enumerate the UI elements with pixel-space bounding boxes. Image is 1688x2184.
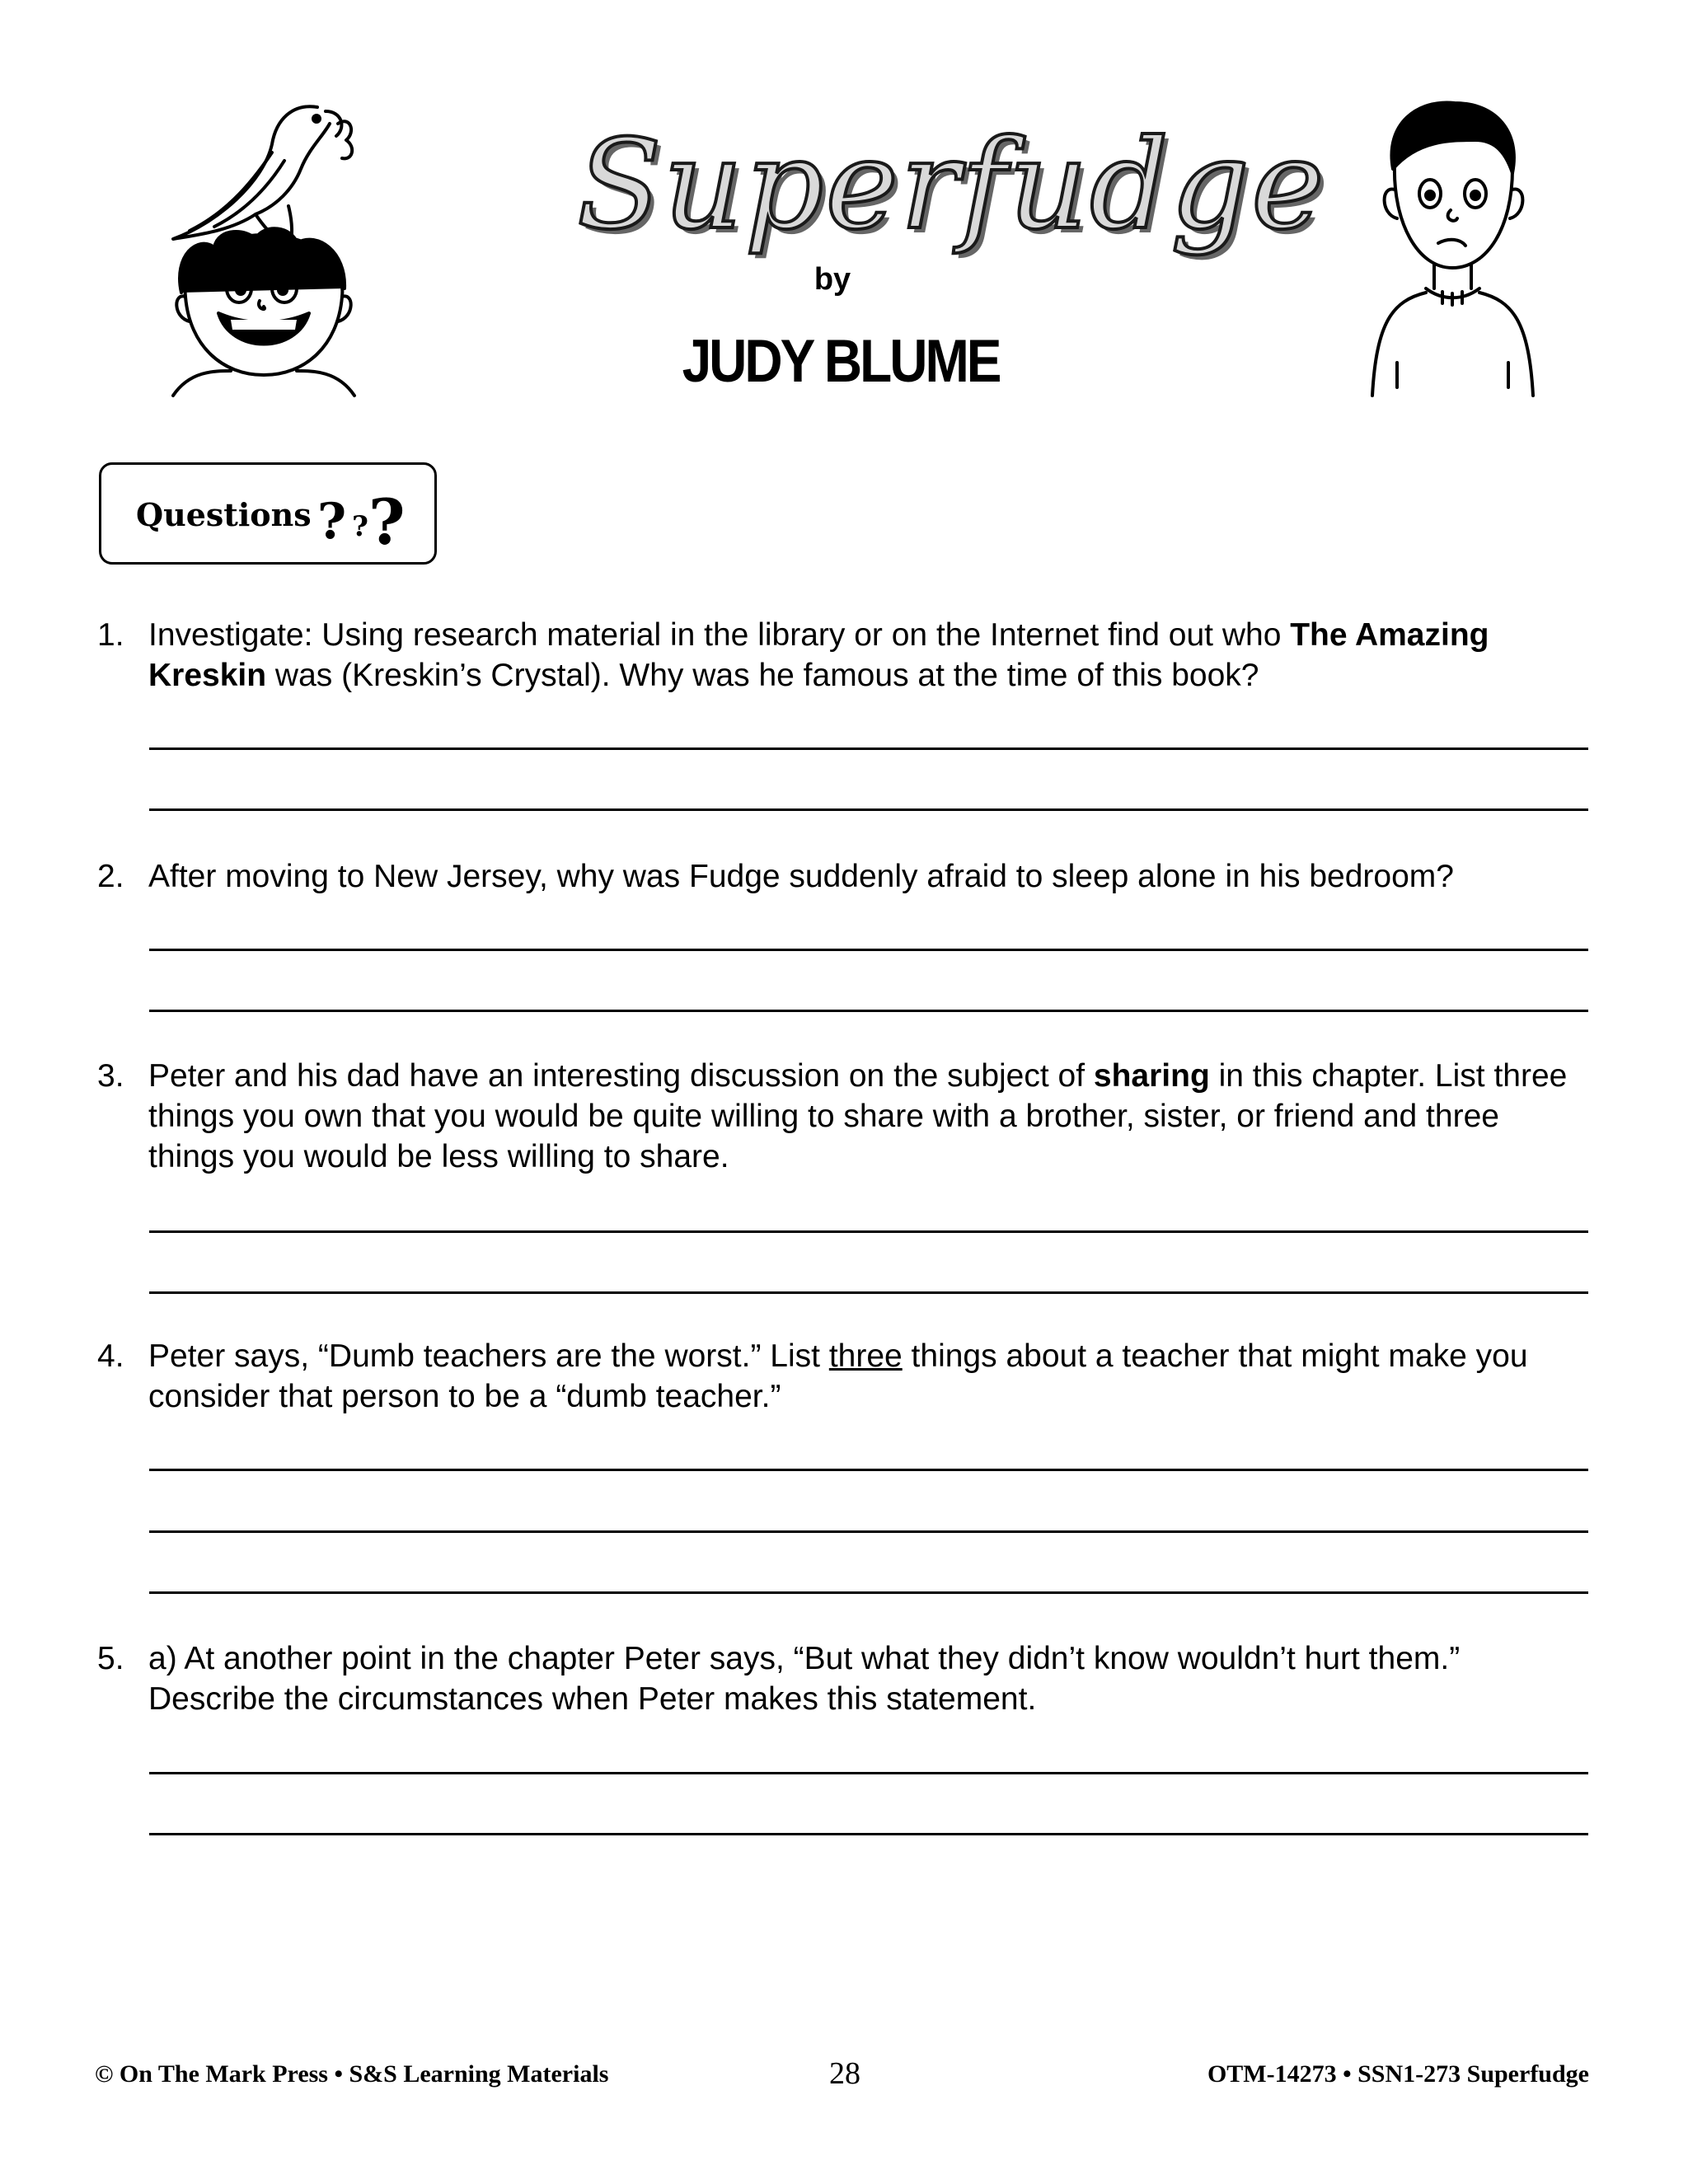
question-text: Peter and his dad have an interesting discussion on the subject of sharing in this chapter. List three things you own that you would be quite willing to share with a brother, sister, or friend and three things you would be less willing to share.	[148, 1058, 1568, 1174]
answer-line[interactable]	[149, 1833, 1588, 1835]
question-number: 2.	[97, 859, 124, 894]
author-name: JUDY BLUME	[682, 326, 1000, 395]
question-4	[97, 1336, 1589, 1418]
svg-text:?: ?	[352, 510, 368, 543]
peter-illustration	[1360, 91, 1550, 404]
question-text: a) At another point in the chapter Peter says, “But what they didn’t know wouldn’t hurt them.” Describe the circumstances when Peter makes this statement.	[148, 1641, 1461, 1717]
question-text: Peter says, “Dumb teachers are the worst.” List three things about a teacher that might make you consider that person to be a “dumb teacher.”	[148, 1338, 1528, 1414]
answer-line[interactable]	[149, 1591, 1588, 1594]
answer-line[interactable]	[149, 949, 1588, 951]
footer-publisher: © On The Mark Press • S&S Learning Materials	[95, 2060, 609, 2088]
questions-label-box	[99, 462, 437, 565]
answer-line[interactable]	[149, 1230, 1588, 1233]
svg-text:?: ?	[368, 485, 406, 551]
question-5	[97, 1638, 1589, 1721]
question-number: 5.	[97, 1641, 124, 1676]
question-number: 3.	[97, 1058, 124, 1094]
question-3	[97, 1056, 1589, 1179]
footer-product-code: OTM-14273 • SSN1-273 Superfudge	[1207, 2060, 1589, 2088]
page-number: 28	[829, 2056, 860, 2091]
svg-text:?: ?	[317, 493, 347, 551]
question-marks-icon	[317, 476, 416, 551]
answer-line[interactable]	[149, 748, 1588, 750]
answer-line[interactable]	[149, 1010, 1588, 1012]
answer-line[interactable]	[149, 808, 1588, 811]
question-text: Investigate: Using research material in the library or on the Internet find out who The Amazing Kreskin was (Kreskin’s Crystal). Why was he famous at the time of this book?	[148, 617, 1489, 693]
question-number: 4.	[97, 1338, 124, 1374]
answer-line[interactable]	[149, 1291, 1588, 1294]
question-2	[97, 856, 1589, 898]
answer-line[interactable]	[149, 1530, 1588, 1533]
answer-line[interactable]	[149, 1469, 1588, 1471]
byline: by	[814, 262, 851, 297]
parrot-and-boy-illustration	[140, 91, 387, 404]
question-number: 1.	[97, 617, 124, 653]
question-text: After moving to New Jersey, why was Fudge suddenly afraid to sleep alone in his bedroom?	[148, 859, 1454, 894]
book-title: Superfudge	[577, 114, 1326, 257]
answer-line[interactable]	[149, 1772, 1588, 1774]
question-1	[97, 615, 1589, 697]
questions-label: Questions	[136, 496, 312, 533]
